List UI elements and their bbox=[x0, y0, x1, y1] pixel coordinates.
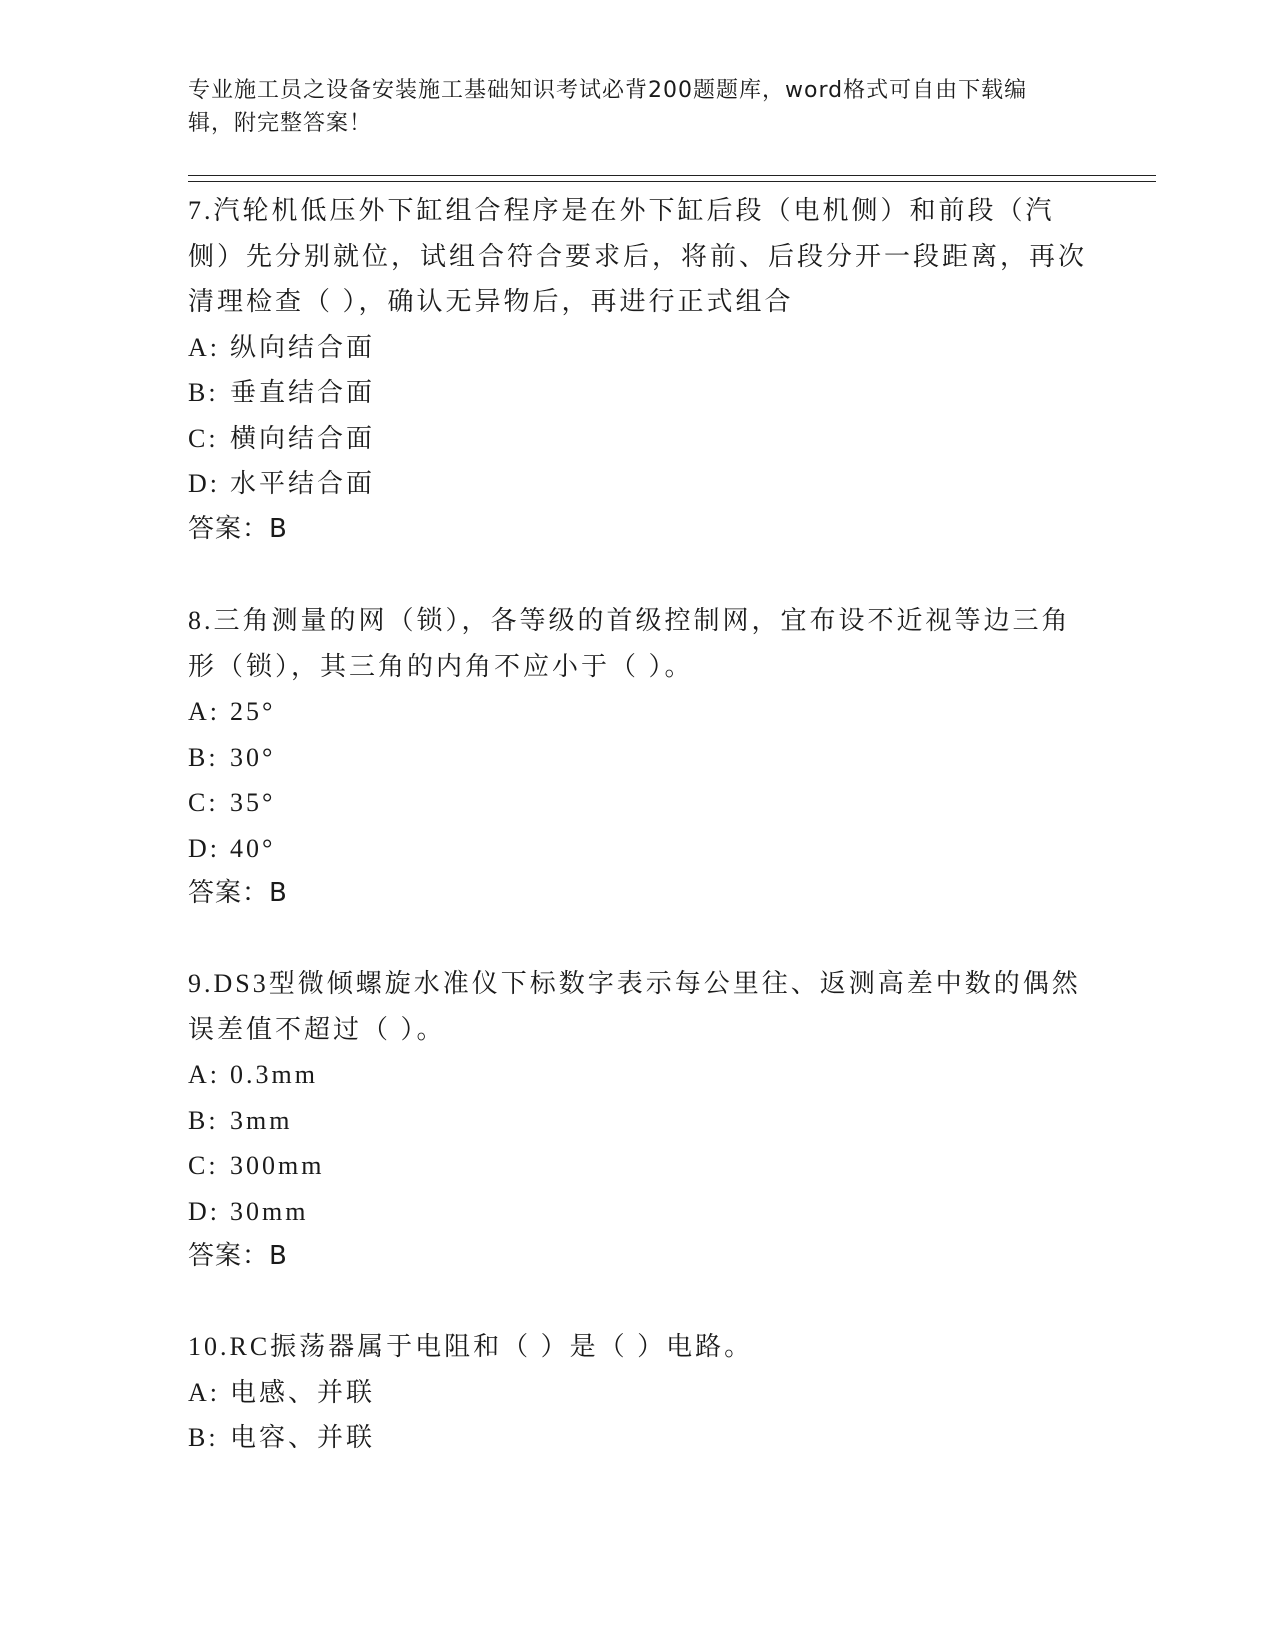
option-b bbox=[188, 370, 1088, 416]
option-text: 电容、并联 bbox=[230, 1423, 376, 1452]
option-text: 30° bbox=[230, 742, 276, 772]
question-stem: 10.RC振荡器属于电阻和（ ）是（ ）电路。 bbox=[188, 1332, 754, 1361]
option-key: B: bbox=[188, 742, 219, 772]
option-key: D: bbox=[188, 469, 220, 498]
option-text: 0.3mm bbox=[230, 1060, 318, 1089]
option-c bbox=[188, 416, 1088, 462]
option-key: B: bbox=[188, 1105, 219, 1135]
option-key: B: bbox=[188, 378, 219, 407]
option-a bbox=[188, 689, 1088, 735]
option-text: 纵向结合面 bbox=[230, 332, 376, 362]
option-text: 40° bbox=[230, 833, 276, 863]
option-key: A: bbox=[188, 1377, 220, 1407]
question-stem: 7.汽轮机低压外下缸组合程序是在外下缸后段（电机侧）和前段（汽侧）先分别就位，试组合符合要求后，将前、后段分开一段距离，再次清理检查（ ），确认无异物后，再进行正式组合 bbox=[188, 196, 1088, 316]
option-text: 横向结合面 bbox=[230, 423, 376, 453]
option-text: 30mm bbox=[230, 1196, 309, 1226]
header-divider-bottom bbox=[188, 181, 1156, 182]
question-stem: 8.三角测量的网（锁），各等级的首级控制网，宜布设不近视等边三角形（锁），其三角的内角不应小于（ ）。 bbox=[188, 606, 1071, 681]
option-key: C: bbox=[188, 423, 219, 453]
header-divider-top bbox=[188, 175, 1156, 176]
question-9 bbox=[188, 961, 1088, 1280]
answer: 答案：B bbox=[188, 513, 288, 544]
option-text: 水平结合面 bbox=[230, 469, 376, 498]
option-text: 35° bbox=[230, 788, 276, 817]
question-8 bbox=[188, 598, 1088, 917]
option-key: B: bbox=[188, 1423, 219, 1452]
option-key: C: bbox=[188, 788, 219, 817]
option-key: D: bbox=[188, 1196, 220, 1226]
option-a bbox=[188, 1052, 1088, 1098]
option-a bbox=[188, 1370, 1088, 1416]
option-text: 25° bbox=[230, 697, 276, 726]
option-key: A: bbox=[188, 697, 220, 726]
option-d bbox=[188, 461, 1088, 507]
option-text: 电感、并联 bbox=[230, 1377, 376, 1407]
option-b bbox=[188, 1098, 1088, 1144]
answer: 答案：B bbox=[188, 878, 288, 908]
option-b bbox=[188, 1415, 1088, 1461]
option-a bbox=[188, 325, 1088, 371]
question-7 bbox=[188, 188, 1088, 552]
option-c bbox=[188, 780, 1088, 826]
option-text: 垂直结合面 bbox=[230, 378, 376, 407]
question-stem: 9.DS3型微倾螺旋水准仪下标数字表示每公里往、返测高差中数的偶然误差值不超过（ ）。 bbox=[188, 969, 1081, 1044]
option-d bbox=[188, 1189, 1088, 1235]
question-10 bbox=[188, 1324, 1088, 1461]
document-header: 专业施工员之设备安装施工基础知识考试必背200题题库，word格式可自由下载编辑，附完整答案！ bbox=[188, 78, 1028, 136]
option-c bbox=[188, 1143, 1088, 1189]
option-key: D: bbox=[188, 833, 220, 863]
option-d bbox=[188, 826, 1088, 872]
option-key: A: bbox=[188, 1060, 220, 1089]
option-b bbox=[188, 735, 1088, 781]
option-text: 3mm bbox=[230, 1105, 293, 1135]
option-text: 300mm bbox=[230, 1151, 325, 1180]
answer: 答案：B bbox=[188, 1241, 288, 1271]
option-key: C: bbox=[188, 1151, 219, 1180]
option-key: A: bbox=[188, 332, 220, 362]
